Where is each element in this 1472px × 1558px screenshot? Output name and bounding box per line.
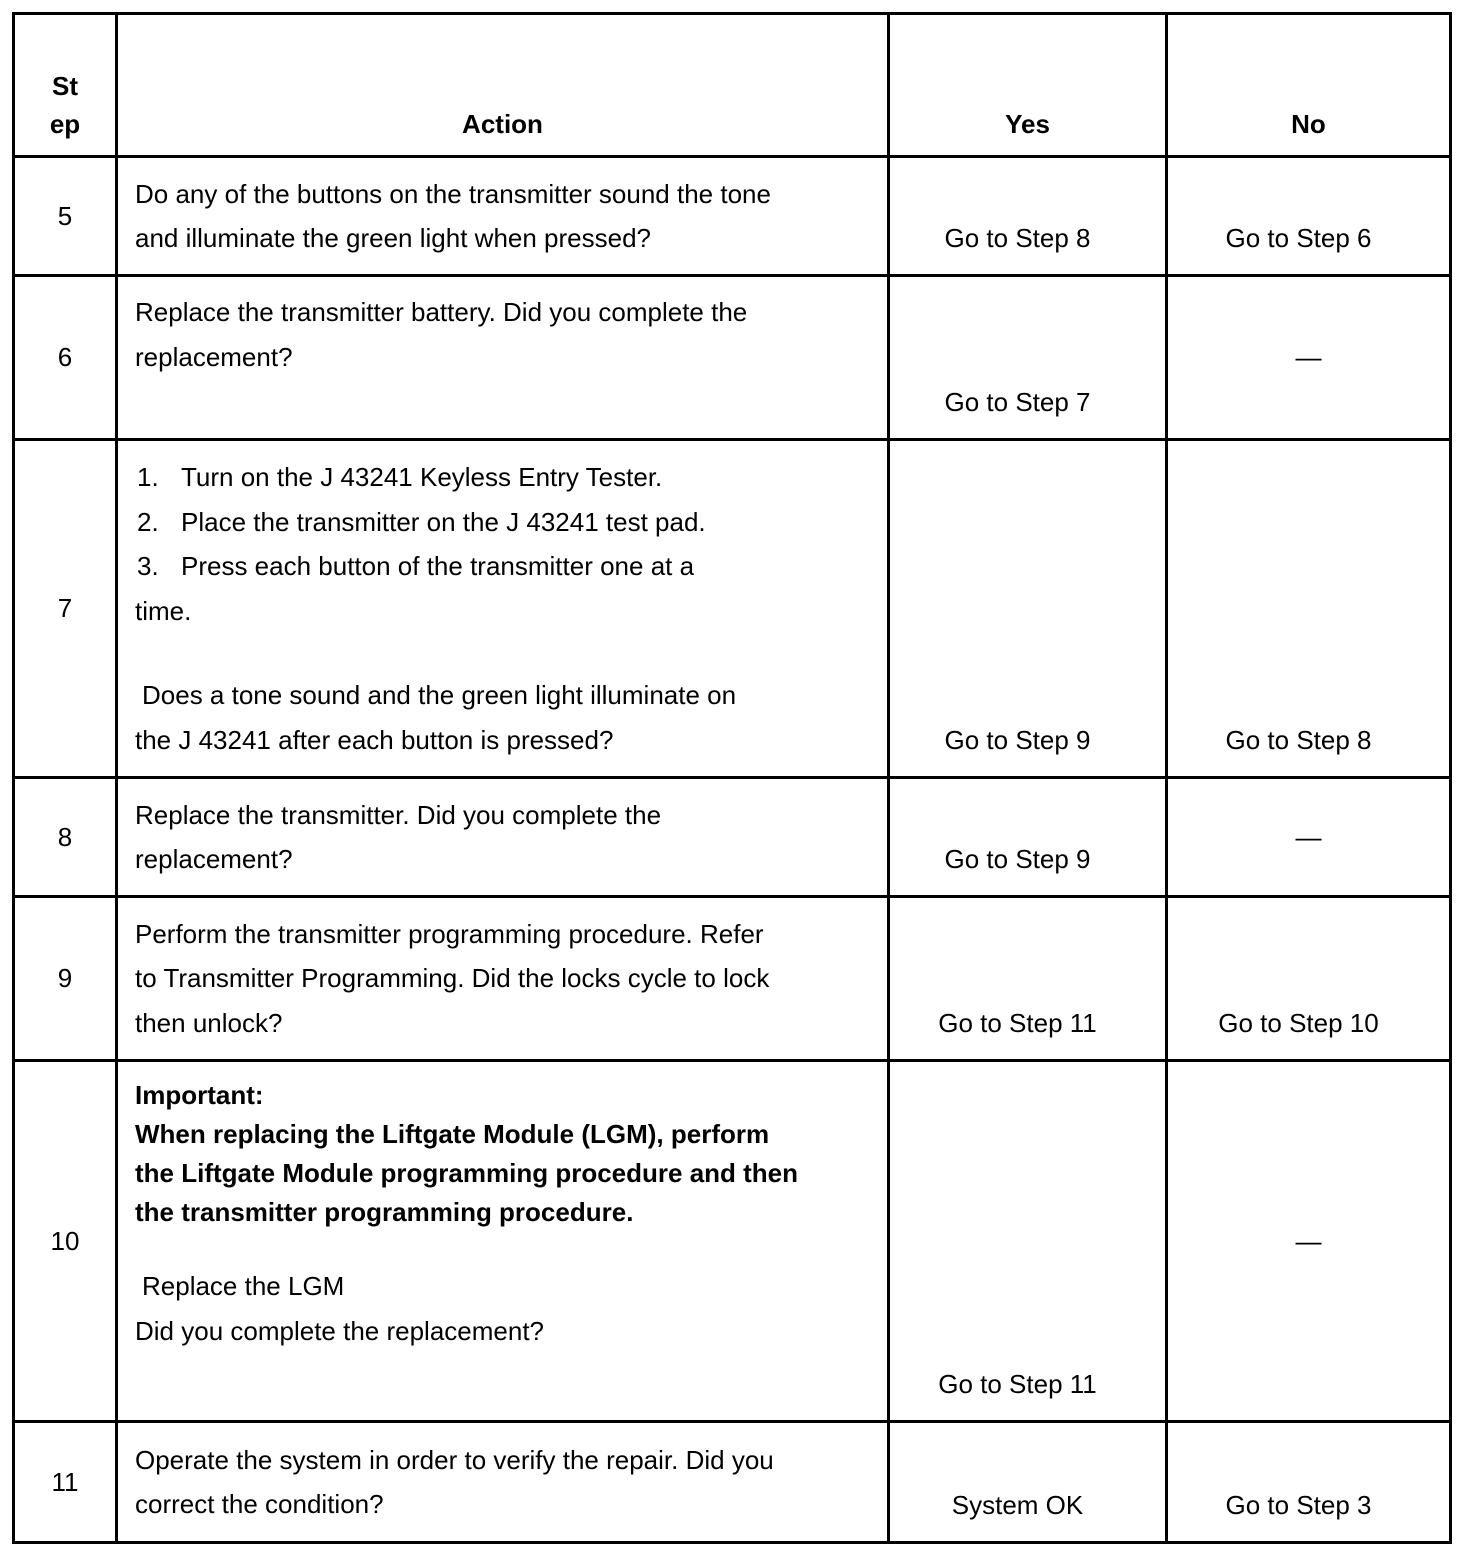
header-step-line1: St [52, 71, 78, 101]
action-line: to Transmitter Programming. Did the locks cycle to lock [135, 963, 770, 994]
action-line: Replace the transmitter battery. Did you complete the [135, 297, 748, 327]
header-yes-label: Yes [1005, 109, 1050, 139]
action-cell [117, 1061, 889, 1422]
no-cell [1167, 778, 1451, 897]
action-cell [117, 897, 889, 1061]
yes-cell [889, 276, 1167, 440]
table-row-step-10 [14, 1061, 1451, 1422]
list-item-number: 3. [137, 551, 159, 581]
header-action [117, 14, 889, 157]
action-line: Perform the transmitter programming procedure. Refer [135, 918, 764, 949]
no-cell [1167, 276, 1451, 440]
question-line: the J 43241 after each button is pressed? [135, 724, 614, 755]
important-line: the transmitter programming procedure. [135, 1197, 634, 1227]
diagnostic-table-sheet [12, 12, 1449, 1544]
no-result: — [1295, 1225, 1322, 1256]
header-step [14, 14, 117, 157]
action-line: and illuminate the green light when pressed? [135, 223, 652, 253]
action-cell [117, 157, 889, 276]
procedure-list [135, 455, 877, 589]
action-cell [117, 276, 889, 440]
list-item-text: Turn on the J 43241 Keyless Entry Tester. [181, 462, 663, 492]
no-result: — [1295, 821, 1322, 852]
step-number: 10 [14, 1061, 117, 1422]
diagnostic-table [12, 12, 1452, 1544]
no-result: Go to Step 8 [1225, 724, 1372, 755]
table-row-step-11 [14, 1422, 1451, 1543]
action-line: replacement? [135, 844, 293, 874]
list-item [135, 500, 877, 545]
list-item-number: 2. [137, 506, 159, 537]
step-number: 5 [14, 157, 117, 276]
header-yes [889, 14, 1167, 157]
action-line: Operate the system in order to verify the repair. Did you [135, 1444, 774, 1475]
table-row-step-5 [14, 157, 1451, 276]
no-result: Go to Step 6 [1225, 222, 1372, 253]
header-step-line2: ep [49, 109, 81, 139]
action-line: replacement? [135, 341, 293, 372]
step-number: 11 [14, 1422, 117, 1543]
action-line: Do any of the buttons on the transmitter sound the tone [135, 178, 771, 209]
no-result: Go to Step 10 [1218, 1007, 1379, 1038]
table-row-step-8 [14, 778, 1451, 897]
step-number: 6 [14, 276, 117, 440]
list-item-number: 1. [137, 462, 159, 492]
header-no [1167, 14, 1451, 157]
no-cell [1167, 157, 1451, 276]
important-line: the Liftgate Module programming procedure and then [135, 1158, 799, 1188]
action-line: then unlock? [135, 1007, 283, 1038]
important-heading: Important: [135, 1080, 264, 1110]
table-row-step-9 [14, 897, 1451, 1061]
list-item-text: Place the transmitter on the J 43241 test pad. [181, 506, 706, 537]
step-number: 8 [14, 778, 117, 897]
header-row [14, 14, 1451, 157]
no-result: — [1295, 342, 1322, 373]
list-continuation: time. [135, 595, 192, 626]
step-number: 7 [14, 440, 117, 778]
action-line: Replace the transmitter. Did you complete the [135, 799, 662, 830]
yes-result: Go to Step 8 [944, 222, 1091, 253]
yes-cell [889, 1422, 1167, 1543]
list-item [135, 455, 877, 500]
header-no-label: No [1291, 109, 1326, 139]
list-item-text: Press each button of the transmitter one at a [181, 551, 695, 581]
yes-cell [889, 157, 1167, 276]
no-cell [1167, 440, 1451, 778]
no-result: Go to Step 3 [1225, 1489, 1372, 1520]
important-note [135, 1076, 877, 1232]
table-row-step-7 [14, 440, 1451, 778]
yes-result: Go to Step 7 [944, 386, 1091, 417]
important-line: When replacing the Liftgate Module (LGM), perform [135, 1119, 770, 1149]
question-line: Does a tone sound and the green light illuminate on [142, 680, 737, 710]
action-line: correct the condition? [135, 1489, 384, 1519]
no-cell [1167, 1422, 1451, 1543]
header-action-label: Action [462, 109, 543, 139]
action-line: Did you complete the replacement? [135, 1315, 545, 1346]
action-cell [117, 1422, 889, 1543]
table-row-step-6 [14, 276, 1451, 440]
action-line: Replace the LGM [142, 1271, 345, 1301]
no-cell [1167, 1061, 1451, 1422]
yes-result: System OK [951, 1489, 1084, 1520]
yes-result: Go to Step 9 [944, 724, 1091, 755]
step-number: 9 [14, 897, 117, 1061]
yes-cell [889, 778, 1167, 897]
yes-result: Go to Step 9 [944, 843, 1091, 874]
no-cell [1167, 897, 1451, 1061]
yes-result: Go to Step 11 [938, 1368, 1097, 1399]
action-cell [117, 778, 889, 897]
list-item [135, 544, 877, 589]
yes-cell [889, 897, 1167, 1061]
yes-cell [889, 440, 1167, 778]
yes-cell [889, 1061, 1167, 1422]
yes-result: Go to Step 11 [938, 1007, 1097, 1038]
action-cell [117, 440, 889, 778]
